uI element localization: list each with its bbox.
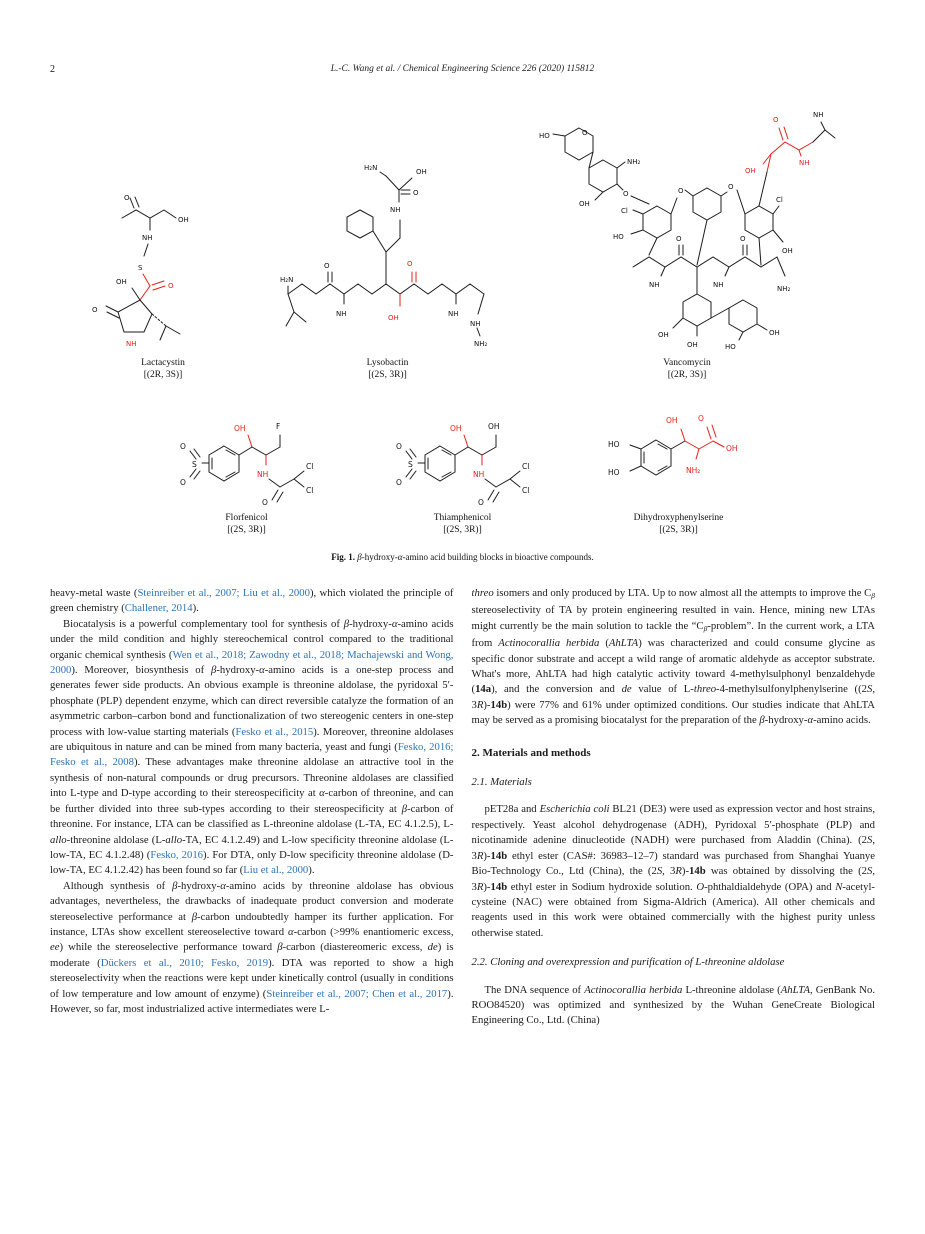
atom-label: S — [138, 264, 143, 272]
atom-label: O — [92, 306, 98, 314]
atom-label: O — [728, 183, 734, 191]
lysobactin-structure — [280, 134, 495, 352]
atom-label: NH — [470, 320, 481, 328]
atom-label: NH — [390, 206, 401, 214]
citation-link[interactable]: Fesko, 2016; Fesko et al., 2008 — [50, 741, 454, 769]
compound-name: Florfenicol — [225, 513, 268, 523]
atom-label: OH — [388, 314, 399, 322]
atom-label: OH — [449, 424, 462, 433]
right-column — [472, 586, 876, 1029]
paragraph: pET28a and Escherichia coli BL21 (DE3) were used as expression vector and host strains, respectively. Yeast alcohol dehydrogenase (ADH), Pyridoxal 5′-phosphate (PLP) and nicotinamide adenine dinucleotide (NADH) were purchased from Aladdin (China). (2S, 3R)-14b ethyl ester (CAS#: 36983–12–7) standard was purchased from Shanghai Yuanye Bio-Technology Co., Ltd (China), the (2S, 3R)-14b was obtained by dissolving the (2S, 3R)-14b ethyl ester in Sodium hydroxide solution. O-phthaldialdehyde (OPA) and N-acetyl-cysteine (NAC) were obtained from Sigma-Aldrich (America). All other chemicals and reagents used in this work were obtained commercially with the highest purity unless otherwise stated. — [471, 803, 876, 939]
atom-label: NH — [472, 470, 484, 479]
page-header — [50, 64, 875, 74]
atom-label: S — [191, 460, 197, 469]
bonds — [630, 425, 724, 475]
atom-label: HO — [725, 343, 736, 351]
running-head-title: L.-C. Wang et al. / Chemical Engineering Science 226 (2020) 115812 — [330, 64, 595, 74]
atom-label: OH — [745, 167, 756, 175]
compound-dihydroxyphenylserine — [604, 395, 754, 536]
atom-label: NH — [336, 310, 347, 318]
atom-label: NH — [649, 281, 660, 289]
atom-label: HO — [613, 233, 624, 241]
atom-label: OH — [687, 341, 698, 349]
section-heading: 2.1. Materials — [471, 776, 532, 789]
atom-labels — [396, 422, 529, 507]
bonds — [106, 197, 180, 340]
bonds — [190, 435, 304, 502]
atom-label: O — [413, 189, 419, 197]
atom-label: NH₂ — [685, 466, 700, 475]
atom-label: OH — [782, 247, 793, 255]
section-heading: 2. Materials and methods — [471, 746, 591, 759]
atom-label: Cl — [521, 486, 529, 495]
bonds — [406, 435, 520, 502]
atom-label: NH — [142, 234, 153, 242]
atom-label: O — [623, 190, 629, 198]
compound-stereochemistry: [(2S, 3R)] — [227, 525, 266, 535]
atom-labels — [608, 414, 738, 477]
atom-label: NH — [256, 470, 268, 479]
left-column — [50, 586, 454, 1029]
atom-label: O — [740, 235, 746, 243]
atom-label: O — [773, 116, 779, 124]
compound-lactacystin — [88, 188, 238, 381]
thiamphenicol-structure — [388, 391, 538, 507]
atom-label: Cl — [305, 462, 313, 471]
atom-label: O — [168, 282, 174, 290]
atom-label: OH — [487, 422, 500, 431]
atom-label: NH — [448, 310, 459, 318]
paragraph: Although synthesis of β-hydroxy-α-amino acids by threonine aldolase has obvious advantages, nevertheless, the drawbacks of inadequate product conversion and moderate stereoselective performance at β-carbon undoubtedly hamper its further application. For instance, LTAs show excellent stereoselective toward α-carbon (>99% enantiomeric excess, ee) while the stereoselective performance toward β-carbon (diastereomeric excess, de) is moderate (Dückers et al., 2010; Fesko, 2019). DTA was reported to show a high stereoselectivity when the reactions were kept under kinetically control (usually in conditions of low temperature and low amount of enzyme) (Steinreiber et al., 2007; Chen et al., 2017). However, so far, most industrialized active intermediates were L- — [50, 879, 454, 1015]
atom-label: NH₂ — [474, 340, 488, 348]
compound-thiamphenicol — [388, 391, 538, 536]
bonds — [553, 122, 835, 340]
atom-label: O — [678, 187, 684, 195]
atom-label: O — [395, 478, 402, 487]
atom-label: OH — [116, 278, 127, 286]
atom-label: O — [261, 498, 268, 507]
atom-label: O — [395, 442, 402, 451]
atom-label: F — [275, 422, 280, 431]
atom-label: NH — [813, 111, 824, 119]
atom-label: H₂N — [280, 276, 294, 284]
atom-label: Cl — [776, 196, 783, 204]
paragraph: heavy-metal waste (Steinreiber et al., 2007; Liu et al., 2000), which violated the principle of green chemistry (Challener, 2014). — [50, 587, 454, 615]
atom-label: NH — [126, 340, 137, 348]
atom-label: Cl — [621, 207, 628, 215]
atom-label: O — [477, 498, 484, 507]
citation-link[interactable]: Challener, 2014 — [124, 602, 193, 615]
atom-label: S — [407, 460, 413, 469]
citation-link[interactable]: Wen et al., 2018; Zawodny et al., 2018; Machajewski and Wong, 2000 — [50, 648, 454, 677]
atom-label: O — [124, 194, 130, 202]
atom-label: O — [407, 260, 413, 268]
compound-stereochemistry: [(2S, 3R)] — [443, 525, 482, 535]
atom-label: NH — [713, 281, 724, 289]
florfenicol-structure — [172, 391, 322, 507]
atom-label: OH — [233, 424, 246, 433]
atom-label: HO — [607, 468, 620, 477]
compound-stereochemistry: [(2S, 3R)] — [659, 525, 698, 535]
compound-name: Lactacystin — [141, 358, 185, 368]
atom-label: HO — [539, 132, 550, 140]
atom-label: O — [324, 262, 330, 270]
figure-1 — [50, 92, 875, 562]
vancomycin-structure — [537, 92, 837, 352]
section-heading: 2.2. Cloning and overexpression and purification of L-threonine aldolase — [471, 956, 785, 969]
atom-label: Cl — [521, 462, 529, 471]
atom-labels — [280, 164, 488, 348]
compound-stereochemistry: [(2R, 3S)] — [667, 370, 707, 380]
citation-link[interactable]: Steinreiber et al., 2007; Chen et al., 2017 — [266, 987, 448, 1000]
citation-link[interactable]: Liu et al., 2000 — [243, 864, 309, 877]
figure-row-1 — [50, 92, 875, 381]
compound-name: Thiamphenicol — [433, 513, 492, 523]
atom-label: H₂N — [364, 164, 378, 172]
atom-labels — [180, 422, 313, 507]
paragraph: Biocatalysis is a powerful complementary tool for synthesis of β-hydroxy-α-amino acids under the mild condition and highly stereochemical control compared to the traditional organic chemical synthesis (Wen et al., 2018; Zawodny et al., 2018; Machajewski and Wong, 2000). Moreover, biosynthesis of β-hydroxy-α-amino acids is a one-step process and generates fewer side products. An obvious example is threonine aldolase, the pyridoxal 5′-phosphate (PLP) dependent enzyme, which can direct reversible catalyze the formation of an asymmetric carbon–carbon bond and functionalization of two stereogenic centers in one-step process with low-value starting materials (Fesko et al., 2015). Moreover, threonine aldolases are ubiquitous in nature and can be mined from many bacteria, yeast and fungi (Fesko, 2016; Fesko et al., 2008). These advantages make threonine aldolase an attractive tool in the synthesis of non-natural compounds or drug precursors. Threonine aldolases are classified into L-type and D-type according to their stereospecificity at α-carbon of threonine, and can be further divided into three sub-types according to their stereospecificity at β-carbon of threonine. For instance, LTA can be classified as L-threonine aldolase (L-TA, EC 4.1.2.5), L-allo-threonine aldolase (L-allo-TA, EC 4.1.2.49) and L-low specificity threonine aldolase (L-low-TA, EC 4.1.2.48) (Fesko, 2016). For DTA, only D-low specificity threonine aldolase (D-low-TA, EC 4.1.2.42) has been found so far (Liu et al., 2000). — [50, 617, 454, 877]
atom-label: OH — [769, 329, 780, 337]
compound-name: Lysobactin — [366, 358, 409, 368]
atom-label: O — [179, 478, 186, 487]
compound-name: Dihydroxyphenylserine — [633, 513, 724, 523]
lactacystin-structure — [88, 188, 238, 352]
figure-caption: Fig. 1. β-hydroxy-α-amino acid building blocks in bioactive compounds. — [331, 552, 594, 562]
page-number: 2 — [50, 64, 55, 75]
atom-label: OH — [665, 416, 678, 425]
atom-label: NH₂ — [627, 158, 641, 166]
atom-label: Cl — [305, 486, 313, 495]
compound-name: Vancomycin — [663, 358, 711, 368]
citation-link[interactable]: Steinreiber et al., 2007; Liu et al., 2000 — [137, 587, 310, 599]
atom-labels — [539, 111, 824, 351]
atom-label: OH — [579, 200, 590, 208]
dihydroxyphenylserine-structure — [604, 395, 754, 507]
citation-link[interactable]: Dückers et al., 2010; Fesko, 2019 — [100, 956, 269, 969]
atom-label: NH — [799, 159, 810, 167]
atom-label: OH — [725, 444, 738, 453]
figure-row-2 — [50, 391, 875, 536]
atom-label: NH₂ — [777, 285, 791, 293]
compound-lysobactin — [280, 134, 495, 381]
paragraph: The DNA sequence of Actinocorallia herbida L-threonine aldolase (AhLTA, GenBank No. ROO84520) was optimized and synthesized by the Wuhan GeneCreate Biological Engineering Co., Ltd. (China) — [471, 983, 875, 1027]
atom-label: O — [697, 414, 704, 423]
citation-link[interactable]: Fesko et al., 2015 — [235, 725, 314, 738]
atom-label: OH — [658, 331, 669, 339]
citation-link[interactable]: Fesko, 2016 — [150, 848, 204, 861]
compound-stereochemistry: [(2S, 3R)] — [368, 370, 407, 380]
article-body — [50, 586, 875, 1029]
compound-stereochemistry: [(2R, 3S)] — [143, 370, 183, 380]
compound-florfenicol — [172, 391, 322, 536]
atom-label: OH — [178, 216, 189, 224]
atom-label: OH — [416, 168, 427, 176]
atom-label: O — [582, 129, 588, 137]
compound-vancomycin — [537, 92, 837, 381]
atom-label: O — [676, 235, 682, 243]
atom-label: O — [179, 442, 186, 451]
paragraph: threo isomers and only produced by LTA. Up to now almost all the attempts to improve the Cβ stereoselectivity of TA by protein engineering resulted in vain. Hence, mining new LTAs might currently be the main solution to tackle the “Cβ-problem”. In the current work, a LTA from Actinocorallia herbida (AhLTA) was characterized and could consume glycine as specific donor substrate and accept a wild range of aromatic aldehyde as acceptor substrate. What's more, AhLTA had high catalytic activity toward 4-methylsulphonyl benzaldehyde (14a), and the conversion and de value of L-threo-4-methylsulfonylphenylserine ((2S, 3R)-14b) were 77% and 61% under optimized conditions. Our studies indicate that AhLTA may be served as a promising biocatalyst for the preparation of the β-hydroxy-α-amino acids. — [471, 587, 875, 727]
atom-label: HO — [607, 440, 620, 449]
